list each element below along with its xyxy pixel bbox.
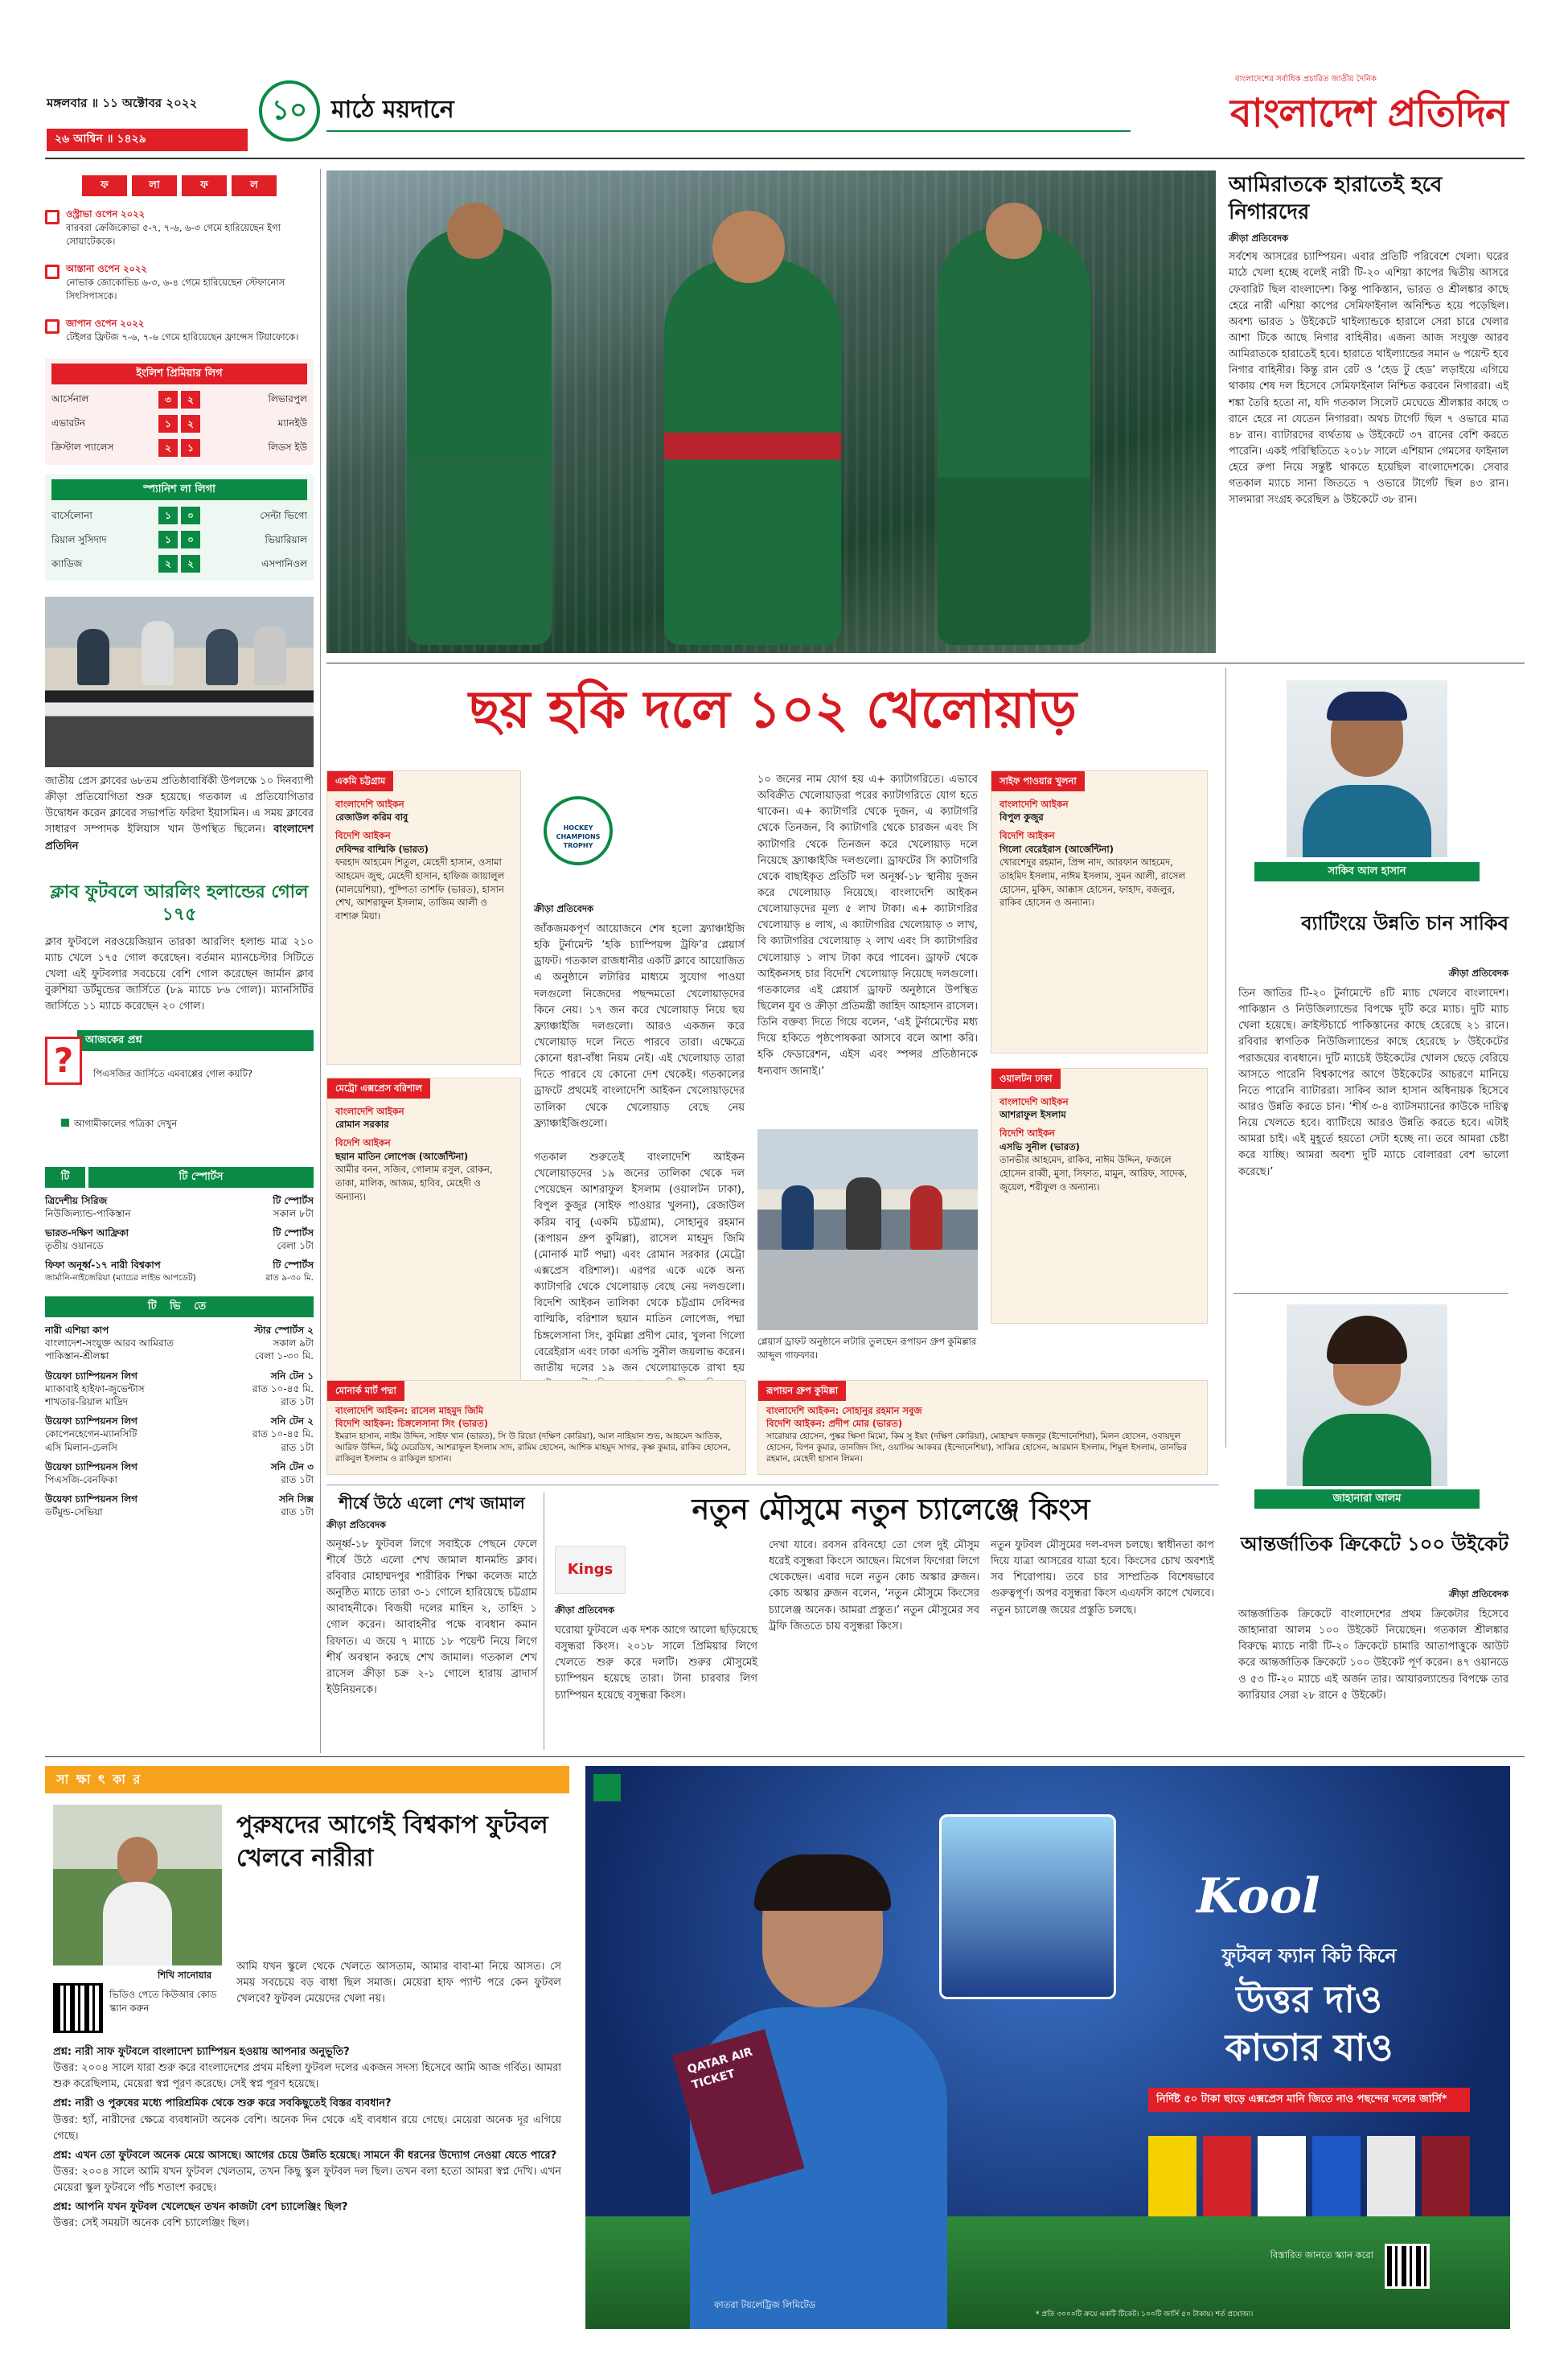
- tv-list: [45, 1324, 314, 1518]
- answer: উত্তর: সেই সময়টা অনেক বেশি চ্যালেঞ্জিং ছিল।: [53, 2217, 249, 2230]
- masthead: [0, 0, 1568, 169]
- team-box: মোনার্ক মার্ট পদ্মা বাংলাদেশি আইকন: রাসেল মাহমুদ জিমি বিদেশি আইকন: চিঙ্গলেসানা সিং (ভারত) ইমরান হাসান, নাইম উদ্দিন, সাইফ খান (ভারত), সি উ রিয়ো (দক্ষিণ কোরিয়া), আল নাহিয়ান শুভ, আহমেদ আতিক, আরিফ উদ্দিন, মিঠু মেরেডিথ, আশরাফুল ইসলাম সাদ, রামিম হোসেন, আশিক মাহমুদ সাগর, কৃষ্ণ কুমার, রাকিব হোসেন, রাকিবুল ইসলাম ও রাকিবুল হাসান।: [326, 1380, 746, 1475]
- schedule-row: পাকিস্তান-শ্রীলঙ্কা বেলা ১-৩০ মি.: [45, 1350, 314, 1362]
- question: প্রশ্ন: আপনি যখন ফুটবল খেলেছেন তখন কাজটা বেশ চ্যালেঞ্জিং ছিল?: [53, 2201, 348, 2214]
- question-mark-icon: ?: [45, 1037, 82, 1085]
- results-header: [45, 175, 314, 196]
- section-rule: [45, 1756, 1525, 1757]
- laliga-box: [45, 474, 314, 581]
- team-box: একমি চট্টগ্রাম বাংলাদেশি আইকন রেজাউল করিম বাবু বিদেশি আইকন দেবিন্দর বাল্মিকি (ভারত) ফরহাদ আহমেদ শিতুল, মেহেদী হাসান, ওসামা আহমেদ জুহু, মেহেদী হাসান, হাফিজ জায়ালুল (মালয়েশিয়া), পুষ্পিতা তাশফি (ভারত), হাসান শেখ, আশরাফুল ইসলাম, তাজিম আলী ও বাশারু মিয়া।: [326, 770, 521, 1065]
- tennis-icon: [45, 210, 60, 224]
- interview-tag: সা ক্ষা ৎ কা র: [45, 1766, 569, 1793]
- score-row: ক্রিস্টাল প্যালেস ২ ১ লিডস ইউ: [51, 439, 307, 457]
- paper-tagline: বাংলাদেশের সর্বাধিক প্রচারিত জাতীয় দৈনিক: [1235, 75, 1377, 84]
- team-box: রূপায়ন গ্রুপ কুমিল্লা বাংলাদেশি আইকন: সোহানুর রহমান সবুজ বিদেশি আইকন: প্রদীপ মোর (ভারত) সারোয়ার হোসেন, পুষ্কর ক্ষিসা মিমো, কিম সু ইয়ং (দক্ষিণ কোরিয়া), মোহাম্মদ ফজলুর (ইন্দোনেশিয়া), মিলন হোসেন, ওবায়দুল হোসেন, বিপন কুমার, তানজিদ সিং, ওয়াসিম আকবর (ইন্দোনেশিয়া), সাব্বির হোসেন, আরমান ইসলাম, শিমুল ইসলাম, তানভির রহমান, মেহেদী হাসান লিমন।: [757, 1380, 1208, 1475]
- ad-scan-label: বিস্তারিত জানতে স্ক্যান করো: [1270, 2249, 1373, 2261]
- women-story-title: আমিরাতকে হারাতেই হবে নিগারদের: [1229, 173, 1443, 224]
- women-story-body: সর্বশেষ আসরের চ্যাম্পিয়ন। এবার প্রতিটি পরিবেশে খেলা। ঘরের মাঠে খেলা হচ্ছে বলেই নারী টি-২০ এশিয়া কাপের দ্বিতীয় আসরে ফেবারিট ছিল বাংলাদেশ। কিন্তু পাকিস্তান, ভারত ও শ্রীলঙ্কার কাছে হেরে নারী এশিয়া কাপের সেমিফাইনাল অনিশ্চিত হয়ে পড়েছিল। অবশ্য ভারত ১ উইকেটে থাইল্যান্ডকে হারালে সেরা চারে খেলার আশা টিকে আছে নিগার বাহিনীর। এজন্য আজ সংযুক্ত আরব আমিরাতকে হারাতেই হবে। হারাতে থাইল্যান্ডের সমান ৬ পয়েন্ট হবে নিগার বাহিনীর। কিন্তু রান রেট ও ‘হেড টু হেড’ লড়াইয়ে এগিয়ে থাকায় শেষ দল হিসেবে সেমিফাইনাল নিশ্চিত করবেন নিগাররা। এই শঙ্কা তৈরি হতো না, যদি গতকাল সিলেট মেঘেডে শ্রীলঙ্কার কাছে ৩ রানে হেরে না যেতেন নিগাররা। অথচ টার্গেট ছিল ৭ ওভারে মাত্র ৪৮ রান। ব্যাটারদের ব্যর্থতায় ৬ উইকেটে ৩৭ রানের বেশি করতে পারেনি। একই পরিস্থিতিতে ২০১৮ সালে এশিয়ান গেমসের ফাইনাল হেরে রুপা নিয়ে সন্তুষ্ট থাকতে হয়েছিল বাংলাদেশকে। সেবার গতকাল ম্যাচে সানা জিততে ৭ ওভারে টার্গেট ছিল ৪৩ রান। সালমারা সংগ্রহ করেছিল ৯ উইকেটে ৩৮ রান।: [1229, 251, 1508, 507]
- team-name: রূপায়ন গ্রুপ কুমিল্লা: [758, 1381, 846, 1401]
- haaland-title: ক্লাব ফুটবলে আরলিং হলান্ডের গোল ১৭৫: [50, 881, 309, 926]
- kings-logo: Kings: [555, 1546, 626, 1594]
- schedule-row: উয়েফা চ্যাম্পিয়নস লিগ সনি টেন ৩: [45, 1460, 314, 1472]
- question: প্রশ্ন: নারী ও পুরুষের মধ্যে পারিশ্রমিক থেকে শুরু করে সবকিছুতেই বিস্তর ব্যবধান?: [53, 2097, 392, 2110]
- byline: ক্রীড়া প্রতিবেদক: [1448, 1588, 1508, 1600]
- team-name: মোনার্ক মার্ট পদ্মা: [327, 1381, 404, 1401]
- kings-col1: ঘরোয়া ফুটবলে এক দশক আগে আলো ছড়িয়েছে বসুন্ধরা কিংস। ২০১৮ সালে প্রিমিয়ার লিগে খেলতে শুরু করে দলটি। শুরুর মৌসুমেই চ্যাম্পিয়ন হয়েছে তারা। টানা চারবার লিগ চ্যাম্পিয়ন হয়েছে বসুন্ধরা কিংস।: [555, 1624, 757, 1702]
- result-item: [45, 207, 314, 248]
- result-text: টেইলর ফ্রিটজ ৭-৬, ৭-৬ গেমে হারিয়েছেন ফ্রান্সেস টিয়াফোকে।: [66, 331, 299, 343]
- divider: [45, 983, 314, 984]
- section-title: মাঠে ময়দানে: [331, 96, 454, 124]
- result-title: ওস্ট্রাভা ওপেন ২০২২: [66, 208, 146, 220]
- schedule-row: এসি মিলান-চেলসি রাত ১টা: [45, 1441, 314, 1453]
- ad-fineprint: * প্রতি ৩০০০টি ক্রয়ে একটি টিকেট। ১০০টি জার্সি ৫০ টাকায়। শর্ত প্রযোজ্য।: [1036, 2310, 1254, 2319]
- interview-title: পুরুষদের আগেই বিশ্বকাপ ফুটবল খেলবে নারীরা: [236, 1811, 548, 1872]
- kings-col3: নতুন ফুটবল মৌসুমের দল-বদল চলছে। স্বাধীনতা কাপ দিয়ে যাত্রা আসরের যাত্রা হবে। কিংসের চোখ অবশ্যই সব শিরোপায়। তবে চার সাম্প্রতিক বিশেষভাবে গুরুত্বপূর্ণ। অপর বসুন্ধরা কিংস এএফসি কাপে খেলবে। নতুন চ্যালেঞ্জ জয়ের প্রস্তুতি চলছে।: [991, 1539, 1214, 1616]
- epl-box: [45, 359, 314, 465]
- schedule-row: বাংলাদেশ-সংযুক্ত আরব আমিরাত সকাল ৯টা: [45, 1337, 314, 1349]
- jahanara-story: আন্তর্জাতিক ক্রিকেটে বাংলাদেশের প্রথম ক্রিকেটার হিসেবে জাহানারা আলম ১০০ উইকেট নিয়েছেন। গতকাল শ্রীলঙ্কার বিরুদ্ধে ম্যাচে নারী টি-২০ ক্রিকেটে চামারি আতাপাত্তুকে আউট করে আন্তর্জাতিক ক্রিকেটে ১০০ উইকেট পূর্ণ করেন। ৪৭ ওয়ানডে ও ৫৩ টি-২০ ম্যাচে এই অর্জন তার। আয়ারল্যান্ডের বিপক্ষে তার ক্যারিয়ার সেরা ২৮ রানে ৫ উইকেট।: [1238, 1608, 1508, 1702]
- tennis-icon: [45, 265, 60, 279]
- hockey-headline: ছয় হকি দলে ১০২ খেলোয়াড়: [468, 680, 1077, 740]
- women-story: [1229, 172, 1508, 509]
- results-letter: ল: [232, 175, 277, 196]
- sheikh-jamal-body: অনূর্ধ্ব-১৮ ফুটবল লিগে সবাইকে পেছনে ফেলে শীর্ষে উঠে এলো শেখ জামাল ধানমন্ডি ক্লাব। রবিবার মোহাম্মদপুর শারীরিক শিক্ষা কলেজ মাঠে অনুষ্ঠিত ম্যাচে তারা ৩-১ গোলে হারিয়েছে চট্টগ্রাম আবাহনীকে। বিজয়ী দলের মাহিন ২, তাহিদ ১ গোল করেন। আবাহনীর পক্ষে ব্যবধান কমান রিফাত। এ জয়ে ৭ ম্যাচে ১৮ পয়েন্ট নিয়ে লিগে শীর্ষ অবস্থান করছে শেখ জামাল। গতকাল শেখ রাসেল ক্রীড়া চক্র ২-১ গোলে হারায় ব্রাদার্স ইউনিয়নকে।: [326, 1538, 537, 1696]
- schedule-row: ডর্টমুন্ড-সেভিয়া রাত ১টা: [45, 1506, 314, 1518]
- team-name: সাইফ পাওয়ার খুলনা: [991, 771, 1085, 791]
- checkbox-icon: [61, 1119, 69, 1127]
- question-note: আগামীকালের পত্রিকা দেখুন: [61, 1117, 177, 1131]
- schedule-row: ম্যাকাবাই হাইফা-জুভেন্টাস রাত ১০-৪৫ মি.: [45, 1382, 314, 1394]
- kings-headline: নতুন মৌসুমে নতুন চ্যালেঞ্জে কিংস: [692, 1493, 1090, 1526]
- ad-line2: উত্তর দাও: [1236, 1978, 1382, 2021]
- laliga-title: স্প্যানিশ লা লিগা: [51, 479, 307, 500]
- byline: ক্রীড়া প্রতিবেদক: [1448, 967, 1508, 979]
- jahanara-photo: [1287, 1304, 1447, 1486]
- interviewee-photo: [53, 1805, 222, 1965]
- hockey-logo: HOCKEY CHAMPIONS TROPHY: [544, 796, 613, 865]
- draft-photo: [757, 1129, 978, 1330]
- team-players: ফরহাদ আহমেদ শিতুল, মেহেদী হাসান, ওসামা আহমেদ জুহু, মেহেদী হাসান, হাফিজ জায়ালুল (মালয়েশিয়া), পুষ্পিতা তাশফি (ভারত), হাসান শেখ, আশরাফুল ইসলাম, তাজিম আলী ও বাশারু মিয়া।: [335, 856, 505, 922]
- result-item: [45, 262, 314, 302]
- question-text: পিএসজির জার্সিতে এমবাপ্পের গোল কয়টি?: [93, 1067, 252, 1079]
- sheikh-jamal-title: শীর্ষে উঠে এলো শেখ জামাল: [339, 1493, 525, 1513]
- ticket: QATAR AIR TICKET: [672, 2029, 805, 2195]
- ad-offer: নির্দিষ্ট ৫০ টাকা ছাড়ে এক্সপ্রেস মানি জিতে নাও পছন্দের দলের জার্সি*: [1148, 2088, 1470, 2112]
- score-row: এভারটন ১ ২ ম্যানইউ: [51, 415, 307, 433]
- tsports-title: টি স্পোর্টস: [88, 1167, 314, 1188]
- ad-maker: ফাতরা টয়লেট্রিজ লিমিটেড: [714, 2299, 816, 2310]
- schedule-row: কোপেনহেগেন-ম্যানসিটি রাত ১০-৪৫ মি.: [45, 1428, 314, 1440]
- qr-code[interactable]: [1385, 2244, 1430, 2289]
- result-item: [45, 317, 314, 343]
- team-players: আমীর বনন, সজিব, গোলাম রসুল, রোকন, তাকা, মালিক, আজম, হাবিব, মেহেদী ও অন্যান্য।: [335, 1164, 493, 1202]
- team-name: ওয়ালটন ঢাকা: [991, 1069, 1061, 1089]
- women-cricket-photo: [326, 170, 1216, 653]
- score-row: ক্যাডিজ ২ ২ এসপানিওল: [51, 555, 307, 573]
- tv-title: টি ভি তে: [45, 1296, 314, 1317]
- epl-title: ইংলিশ প্রিমিয়ার লিগ: [51, 363, 307, 384]
- result-title: আস্তানা ওপেন ২০২২: [66, 263, 147, 275]
- brand-logo: Kool: [1197, 1868, 1320, 1924]
- jahanara-title: আন্তর্জাতিক ক্রিকেটে ১০০ উইকেট: [1240, 1532, 1508, 1555]
- schedule-row: শাখতার-রিয়াল মাদ্রিদ রাত ১টা: [45, 1395, 314, 1407]
- team-players: ইমরান হাসান, নাইম উদ্দিন, সাইফ খান (ভারত), সি উ রিয়ো (দক্ষিণ কোরিয়া), আল নাহিয়ান শুভ, আহমেদ আতিক, আরিফ উদ্দিন, মিঠু মেরেডিথ, আশরাফুল ইসলাম সাদ, রামিম হোসেন, আশিক মাহমুদ সাগর, কৃষ্ণ কুমার, রাকিব হোসেন, রাকিবুল ইসলাম ও রাকিবুল হাসান।: [335, 1431, 731, 1464]
- schedule-row: ফিফা অনূর্ধ্ব-১৭ নারী বিশ্বকাপ টি স্পোর্টস: [45, 1259, 314, 1271]
- divider: [1233, 1293, 1508, 1294]
- qr-code[interactable]: [53, 1983, 103, 2033]
- team-box: সাইফ পাওয়ার খুলনা বাংলাদেশি আইকন বিপুল কুজুর বিদেশি আইকন গিলো বেরেইরাস (আর্জেন্টিনা) খোরশেদুর রহমান, প্রিন্স নাদ, আরফান আহমেদ, তাহমিদ ইসলাম, নাঈম ইসলাম, সুমন আলী, রাসেল হোসেন, মুকিদ, আক্কাস হোসেন, ফাহাদ, বজলুর, রাকিব হোসেন ও অন্যান্য।: [991, 770, 1208, 1054]
- issue-date-bangla: ২৬ আশ্বিন ॥ ১৪২৯: [47, 129, 248, 151]
- team-players: সারোয়ার হোসেন, পুষ্কর ক্ষিসা মিমো, কিম সু ইয়ং (দক্ষিণ কোরিয়া), মোহাম্মদ ফজলুর (ইন্দোনেশিয়া), মিলন হোসেন, ওবায়দুল হোসেন, বিপন কুমার, তানজিদ সিং, ওয়াসিম আকবর (ইন্দোনেশিয়া), সাব্বির হোসেন, আরমান ইসলাম, শিমুল ইসলাম, তানভির রহমান, মেহেদী হাসান লিমন।: [766, 1431, 1188, 1464]
- sheikh-jamal-story: [326, 1493, 537, 1698]
- answer: উত্তর: ২০০৪ সালে যারা শুরু করে বাংলাদেশের প্রথম মহিলা ফুটবল দলের একজন সদস্য হিসেবে আমি আজ গর্বিত। আমরা শুরু করেছিলাম, মেয়েরা স্বপ্ন পূরণ করেছে। সেই স্বপ্ন পূরণ হয়েছে।: [53, 2062, 561, 2091]
- kings-col2: দেখা যাবে। রবসন রবিনহো তো গেল দুই মৌসুম ধরেই বসুন্ধরা কিংসে আছেন। মিগেল ফিগেরা লিগে থেকেছেন। এবার দলে নতুন কোচ অস্কার ব্রুজন। কোচ অস্কার ব্রুজন বলেন, ‘নতুন মৌসুমে কিংসের চ্যালেঞ্জ অনেক। আমরা প্রস্তুত।’ নতুন মৌসুমের সব ট্রফি জিততে চায় বসুন্ধরা কিংস।: [769, 1539, 979, 1633]
- schedule-row: উয়েফা চ্যাম্পিয়নস লিগ সনি টেন ২: [45, 1415, 314, 1427]
- question: প্রশ্ন: নারী সাফ ফুটবলে বাংলাদেশ চ্যাম্পিয়ন হওয়ায় আপনার অনুভূতি?: [53, 2046, 350, 2058]
- paper-logo: বাংলাদেশ প্রতিদিন: [1230, 91, 1508, 136]
- schedule-row: পিএসজি-বেনফিকা রাত ১টা: [45, 1473, 314, 1485]
- left-sidebar: [45, 169, 314, 1753]
- results-list: [45, 207, 314, 343]
- question-title: আজকের প্রশ্ন: [77, 1030, 314, 1051]
- schedule-row: ত্রিদেশীয় সিরিজ টি স্পোর্টস: [45, 1194, 314, 1206]
- chess-photo: [45, 597, 314, 767]
- brand-mark-icon: [593, 1774, 621, 1801]
- page-number-badge: ১০: [259, 80, 320, 142]
- results-letter: ফ: [182, 175, 227, 196]
- byline: ক্রীড়া প্রতিবেদক: [534, 903, 594, 914]
- team-box: মেট্রো এক্সপ্রেস বরিশাল বাংলাদেশি আইকন রোমান সরকার বিদেশি আইকন ছয়ান মাতিন লোপেজ (আর্জেন্টিনা) আমীর বনন, সজিব, গোলাম রসুল, রোকন, তাকা, মালিক, আজম, হাবিব, মেহেদী ও অন্যান্য।: [326, 1078, 521, 1407]
- result-title: জাপান ওপেন ২০২২: [66, 318, 145, 330]
- team-box: ওয়ালটন ঢাকা বাংলাদেশি আইকন আশরাফুল ইসলাম বিদেশি আইকন এসভি সুনীল (ভারত) তানভীর আহমেদ, রাকিব, নাঈম উদ্দিন, ফজলে হোসেন রাব্বী, মুসা, সিফাত, মামুন, আরিফ, সাদেক, জুয়েল, শরীফুল ও অন্যান্য।: [991, 1068, 1208, 1324]
- result-text: নোভাক জোকোভিচ ৬-৩, ৬-৪ গেমে হারিয়েছেন স্টেফানোস সিৎসিপাসকে।: [66, 276, 285, 302]
- kool-advertisement: [585, 1766, 1510, 2329]
- answer: উত্তর: ২০০৪ সালে আমি যখন ফুটবল খেলতাম, তখন কিছু স্কুল ফুটবল দল ছিল। তখন বলা হতো আমরা স্বপ্ন দেখি। এখন মেয়েরা স্কুল ফুটবলে পাঁচ শতাংশ করছে।: [53, 2165, 561, 2195]
- schedule-row: তৃতীয় ওয়ানডে বেলা ১টা: [45, 1240, 314, 1252]
- shakib-story: তিন জাতির টি-২০ টুর্নামেন্টে ৪টি ম্যাচ খেলবে বাংলাদেশ। পাকিস্তান ও নিউজিল্যান্ডের বিপক্ষে দুটি করে ম্যাচ। দুটি ম্যাচ খেলা হয়েছে। ক্রাইস্টচার্চে পাকিস্তানের কাছে হেরেছে ২১ রানে। রবিবার স্বাগতিক নিউজিল্যান্ডের কাছে হেরেছে ৮ উইকেটের পরাজয়ের ব্যবধানে। দুটি ম্যাচেই উইকেটের খোলস ছেড়ে বেরিয়ে আসতে পারেনি বিশ্বকাপের আগে উইকেটের আচরণে মানিয়ে নিতে পারেনি ব্যাটাররা। সাকিব আল হাসান অধিনায়ক হিসেবে আরও উন্নতি করতে চান। ‘শীর্ষ ৩-৪ ব্যাটসম্যানের কাউকে দায়িত্ব নিয়ে খেলতে হবে। ব্যাটিংয়ে আরও উন্নতি করতে হবে। এটাই আমরা চাই। এই মুহূর্তে হয়তো সেটা হচ্ছে না। তবে আমরা চেষ্টা করে যাচ্ছি। আমরা অবশ্য দুটি ম্যাচে বোলাররা বেশ ভালো করেছে।’: [1238, 988, 1508, 1178]
- shakib-title: ব্যাটিংয়ে উন্নতি চান সাকিব: [1301, 911, 1508, 934]
- photo-caption: সাকিব আল হাসান: [1254, 862, 1480, 881]
- issue-date: মঙ্গলবার ॥ ১১ অক্টোবর ২০২২: [47, 96, 198, 110]
- schedule-row: নারী এশিয়া কাপ স্টার স্পোর্টস ২: [45, 1325, 314, 1337]
- interview: [45, 1766, 569, 2329]
- interview-qa: [53, 2044, 561, 2236]
- score-row: বার্সেলোনা ১ ০ সেল্টা ভিগো: [51, 507, 307, 524]
- answer: উত্তর: হ্যাঁ, নারীদের ক্ষেত্রে ব্যবধানটা অনেক বেশি। অনেক দিন থেকে এই ব্যবধান রয়ে গেছে। মেয়েরা অনেক দূর এগিয়ে গেছে।: [53, 2113, 561, 2142]
- schedule-row: নিউজিল্যান্ড-পাকিস্তান সকাল ৮টা: [45, 1207, 314, 1219]
- interview-intro: আমি যখন স্কুলে থেকে খেলতে আসতাম, আমার বাবা-মা নিয়ে আসত। সে সময় সবচেয়ে বড় বাধা ছিল সমাজ। মেয়েরা হাফ প্যান্ট পরে কেন ফুটবল খেলবে? ফুটবল মেয়েদের খেলা নয়।: [236, 1961, 561, 2006]
- team-players: তানভীর আহমেদ, রাকিব, নাঈম উদ্দিন, ফজলে হোসেন রাব্বী, মুসা, সিফাত, মামুন, আরিফ, সাদেক, জুয়েল, শরীফুল ও অন্যান্য।: [999, 1154, 1188, 1193]
- shakib-photo: [1287, 680, 1447, 857]
- column-rule: [320, 169, 321, 1753]
- score-row: আর্সেনাল ৩ ২ লিভারপুল: [51, 391, 307, 409]
- chess-story: জাতীয় প্রেস ক্লাবের ৬৮তম প্রতিষ্ঠাবার্ষিকী উপলক্ষে ১০ দিনব্যাপী ক্রীড়া প্রতিযোগিতা শুরু হয়েছে। গতকাল এ প্রতিযোগিতার উদ্বোধন করেন ক্লাবের সভাপতি ফরিদা ইয়াসমিন। এ সময় ক্লাবের সাধারণ সম্পাদক ইলিয়াস খান উপস্থিত ছিলেন। বাংলাদেশ প্রতিদিন: [45, 774, 314, 852]
- schedule-row: উয়েফা চ্যাম্পিয়নস লিগ সনি সিক্স: [45, 1493, 314, 1505]
- score-row: রিয়াল সুসিদাদ ১ ০ ভিয়ারিয়াল: [51, 531, 307, 548]
- qr-label: ভিডিও পেতে কিউআর কোড স্ক্যান করুন: [109, 1989, 217, 2014]
- hockey-mid: গতকাল শুরুতেই বাংলাদেশি আইকন খেলোয়াড়দের ১৯ জনের তালিকা থেকে দল পেয়েছেন আশরাফুল ইসলাম (ওয়ালটন ঢাকা), বিপুল কুজুর (সাইফ পাওয়ার খুলনা), রেজাউল করিম বাবু (একমি চট্টগ্রাম), সোহানুর রহমান (রূপায়ন গ্রুপ কুমিল্লা), রাসেল মাহমুদ জিমি (মোনার্ক মার্ট পদ্মা) এবং রোমান সরকার (মেট্রো এক্সপ্রেস বরিশাল)। এরপর একে একে অন্য ক্যাটাগরি থেকে খেলোয়াড় বেছে নেয় দলগুলো। বিদেশি আইকন তালিকা থেকে চট্টগ্রাম দেবিন্দর বাল্মিকি, বরিশাল ছয়ান মাতিন লোপেজ, পদ্মা চিঙ্গলেসানা সিং, কুমিল্লা প্রদীপ মোর, খুলনা গিলো বেরেইরাস এবং ঢাকা এসভি সুনীল জয়লাভ করেন। জাতীয় দলের ১৯ জন খেলোয়াড়কে রাখা হয়: [534, 1152, 745, 1374]
- question-box: [45, 1030, 314, 1151]
- schedule-row: উয়েফা চ্যাম্পিয়নস লিগ সনি টেন ১: [45, 1370, 314, 1382]
- masthead-rule: [45, 158, 1525, 159]
- hockey-intro: জাঁকজমকপূর্ণ আয়োজনে শেষ হলো ফ্র্যাঞ্চাইজি হকি টুর্নামেন্ট ‘হকি চ্যাম্পিয়ন্স ট্রফি’র প্লেয়ার্স ড্রাফট। গতকাল রাজধানীর একটি ক্লাবে আয়োজিত এ অনুষ্ঠানে লটারির মাধ্যমে সুযোগ পাওয়া দলগুলো নিজেদের পছন্দমতো খেলোয়াড়দের কিনে নেয়। ১৭ জন করে খেলোয়াড় নিয়ে ছয় ফ্র্যাঞ্চাইজি দলগুলো। আরও একজন করে খেলোয়াড় দলে নিতে পারবে তারা। এক্ষেত্রে কোনো ধরা-বাঁধা নিয়ম নেই। এই খেলোয়াড় তারা দিতে পারবে যে কোনো দেশ থেকেই। গতকালের ড্রাফটে প্রথমেই বাংলাদেশি আইকন খেলোয়াড়দের তালিকা থেকে খেলোয়াড় বেছে নেয় ফ্র্যাঞ্চাইজিগুলো।: [534, 923, 745, 1130]
- results-letter: ফ: [82, 175, 127, 196]
- result-text: বারবরা ক্রেজিকোভা ৫-৭, ৭-৬, ৬-৩ গেমে হারিয়েছেন ইগা সোয়াটেককে।: [66, 221, 281, 247]
- byline: ক্রীড়া প্রতিবেদক: [555, 1604, 615, 1616]
- column-rule: [1225, 667, 1226, 1448]
- product-kit: [939, 1814, 1116, 1999]
- schedule-row: ভারত-দক্ষিণ আফ্রিকা টি স্পোর্টস: [45, 1227, 314, 1239]
- schedule-row: জার্মানি-নাইজেরিয়া (ম্যাচের লাইভ আপডেট) রাত ৯-৩০ মি.: [45, 1272, 314, 1283]
- section-rule: [326, 130, 1131, 132]
- team-players: খোরশেদুর রহমান, প্রিন্স নাদ, আরফান আহমেদ, তাহমিদ ইসলাম, নাঈম ইসলাম, সুমন আলী, রাসেল হোসেন, মুকিদ, আক্কাস হোসেন, ফাহাদ, বজলুর, রাকিব হোসেন ও অন্যান্য।: [999, 856, 1186, 909]
- haaland-story: ক্লাব ফুটবলে নরওয়েজিয়ান তারকা আরলিং হলান্ড মাত্র ২১০ ম্যাচ খেলে ১৭৫ গোল করেছেন। বর্তমান ম্যানচেস্টার সিটিতে খেলা এই ফুটবলার সবচেয়ে বেশি গোল করেছেন জার্মান ক্লাব বুরুশিয়া ডর্টমুন্ডের জার্সিতে (৮৯ ম্যাচে ৮৬ গোল)। ম্যানসিটির জার্সিতে ১১ ম্যাচে করেছেন ২০ গোল।: [45, 935, 314, 1013]
- interviewee-name: শিখি সানোয়ার: [158, 1969, 212, 1981]
- hockey-col2: ১০ জনের নাম যোগ হয় এ+ ক্যাটাগরিতে। এভাবে অবিক্রীত খেলোয়াড়রা পরের ক্যাটাগরিতে যোগ হতে থাকেন। এ+ ক্যাটাগরি থেকে দুজন, এ ক্যাটাগরি থেকে তিনজন, বি ক্যাটাগরি থেকে চারজন এবং সি ক্যাটাগরি থেকে তিনজন করে খেলোয়াড় দলে নিয়েছে ফ্র্যাঞ্চাইজি দলগুলো। ড্রাফটের সি ক্যাটাগরি থেকে বাছাইকৃত প্রতিটি দল অনূর্ধ্ব-১৮ স্থানীয় দুজন করে খেলোয়াড় নিয়েছে। বাংলাদেশি আইকন খেলোয়াড়দের মূল্য ৫ লাখ টাকা। এ+ ক্যাটাগরির খেলোয়াড় ৪ লাখ, এ ক্যাটাগরির খেলোয়াড় ৩ লাখ, বি ক্যাটাগরির খেলোয়াড় ২ লাখ এবং সি ক্যাটাগরির খেলোয়াড় ১ লাখ টাকা করে পাবেন। ড্রাফট থেকে আইকনসহ চার বিদেশি খেলোয়াড় নিয়েছে দলগুলো। গতকালের এই প্লেয়ার্স ড্রাফট অনুষ্ঠানে উপস্থিত ছিলেন যুব ও ক্রীড়া প্রতিমন্ত্রী জাহিদ আহসান রাসেল। তিনি বক্তব্য দিতে গিয়ে বলেন, ‘এই টুর্নামেন্টের মধ্য দিয়ে হকিতে পৃষ্ঠপোষকরা আসবে বলে আশা করি। হকি ফেডারেশন, এইস এবং স্পন্সর প্রতিষ্ঠানকে ধন্যবাদ জানাই।’: [757, 774, 978, 1078]
- tsports-list: [45, 1194, 314, 1284]
- byline: ক্রীড়া প্রতিবেদক: [1229, 232, 1289, 244]
- results-letter: লা: [132, 175, 177, 196]
- team-name: একমি চট্টগ্রাম: [327, 771, 393, 791]
- ad-line1: ফুটবল ফ্যান কিট কিনে: [1221, 1945, 1397, 1967]
- photo-caption: প্লেয়ার্স ড্রাফট অনুষ্ঠানে লটারি তুলছেন রূপায়ন গ্রুপ কুমিল্লার আব্দুল গাফফার।: [757, 1336, 977, 1361]
- tsports-header: টি টি স্পোর্টস: [45, 1167, 314, 1188]
- ad-line3: কাতার যাও: [1225, 2026, 1394, 2069]
- byline: ক্রীড়া প্রতিবেদক: [326, 1519, 387, 1530]
- tennis-icon: [45, 319, 60, 334]
- jerseys: [1148, 2136, 1470, 2216]
- photo-caption: জাহানারা আলম: [1254, 1489, 1480, 1509]
- team-name: মেট্রো এক্সপ্রেস বরিশাল: [327, 1078, 430, 1099]
- question: প্রশ্ন: এখন তো ফুটবলে অনেক মেয়ে আসছে। আগের চেয়ে উন্নতি হয়েছে। সামনে কী ধরনের উদ্যোগ নেওয়া যেতে পারে?: [53, 2149, 557, 2162]
